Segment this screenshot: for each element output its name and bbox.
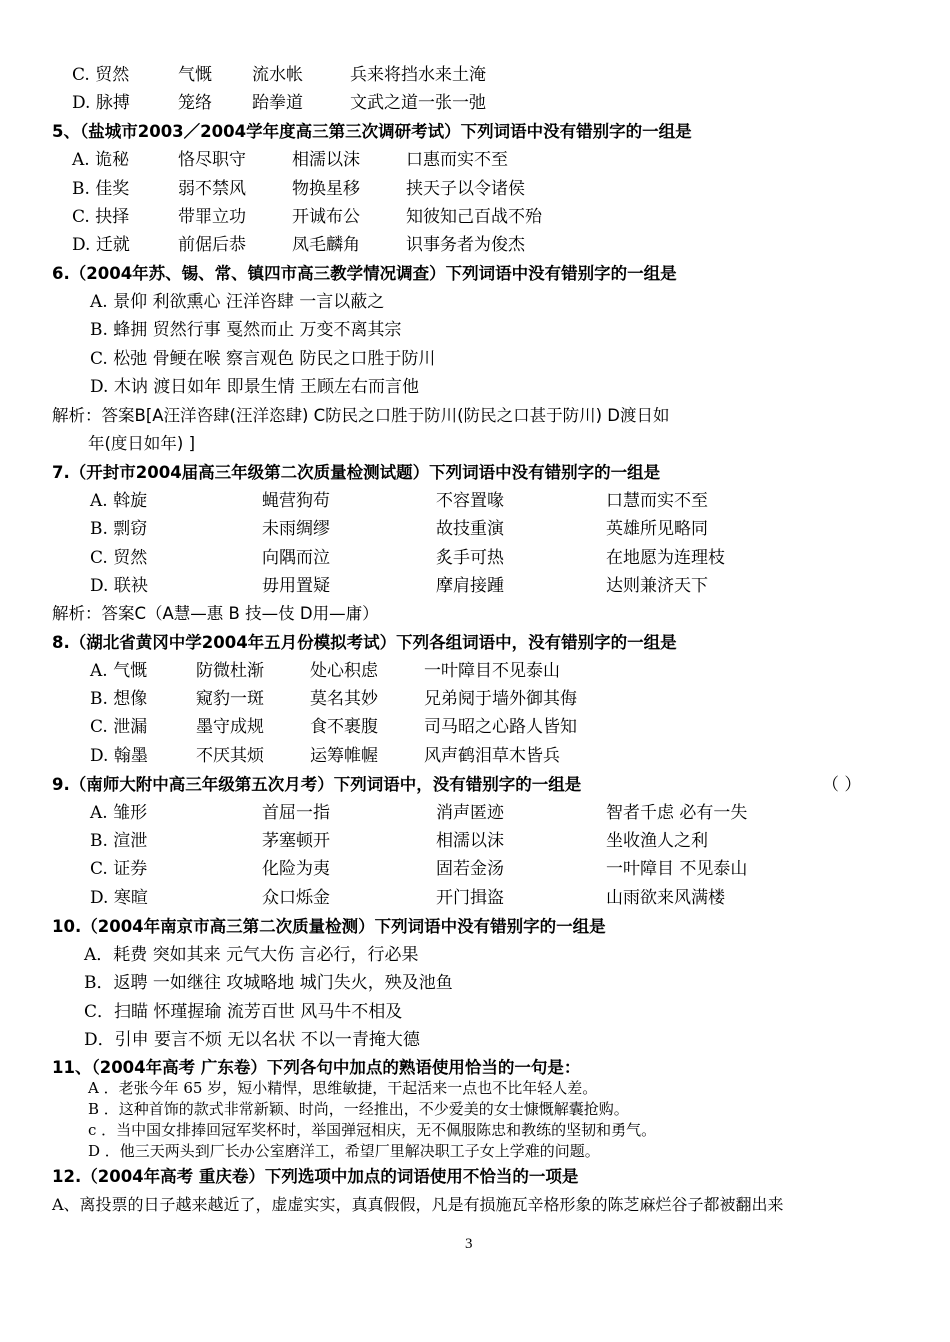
q10-option-a: A．耗费 突如其来 元气大伤 言必行，行必果 [84,945,419,965]
q11-option-a: A ．老张今年 65 岁，短小精悍，思维敏捷，干起活来一点也不比年轻人差。 [88,1079,598,1097]
q7-analysis: 解析：答案C（A慧—惠 B 技—伎 D用—庸） [52,604,379,623]
q6-option-b: B. 蜂拥 贸然行事 戛然而止 万变不离其宗 [90,320,402,340]
page-number: 3 [465,1236,473,1252]
q6-option-a: A. 景仰 利欲熏心 汪洋咨肆 一言以蔽之 [90,292,385,312]
q5-title: 5、（盐城市2003／2004学年度高三第三次调研考试）下列词语中没有错别字的一组是 [52,122,692,141]
q6-analysis-line1: 解析：答案B[A汪洋咨肆(汪洋恣肆) C防民之口胜于防川(防民之口甚于防川) D渡日如 [52,406,670,425]
q6-option-d: D. 木讷 渡日如年 即景生情 王顾左右而言他 [90,377,420,397]
q6-option-c: C. 松弛 骨鲠在喉 察言观色 防民之口胜于防川 [90,349,436,369]
q7-title: 7.（开封市2004届高三年级第二次质量检测试题）下列词语中没有错别字的一组是 [52,463,661,482]
q9-title: 9.（南师大附中高三年级第五次月考）下列词语中，没有错别字的一组是 [52,775,582,794]
q6-title: 6.（2004年苏、锡、常、镇四市高三教学情况调查）下列词语中没有错别字的一组是 [52,264,677,283]
q11-title: 11、（2004年高考 广东卷）下列各句中加点的熟语使用恰当的一句是： [52,1058,581,1077]
q10-title: 10.（2004年南京市高三第二次质量检测）下列词语中没有错别字的一组是 [52,917,606,936]
q12-option-a: A、离投票的日子越来越近了，虚虚实实，真真假假，凡是有损施瓦辛格形象的陈芝麻烂谷子都被翻出来 [52,1195,784,1214]
q11-option-b: B ．这种首饰的款式非常新颖、时尚，一经推出，不少爱美的女士慷慨解囊抢购。 [88,1100,629,1118]
q10-option-d: D．引申 要言不烦 无以名状 不以一青掩大德 [84,1030,420,1050]
q12-title: 12.（2004年高考 重庆卷）下列选项中加点的词语使用不恰当的一项是 [52,1167,579,1186]
q9-answer-bracket: （ ） [822,775,862,795]
q6-analysis-line2: 年(度日如年) ] [88,434,196,453]
q11-option-d: D ．他三天两头到厂长办公室磨洋工，希望厂里解决职工子女上学难的问题。 [88,1142,600,1160]
document-page: C. 贸然 气慨 流水帐 兵来将挡水来土淹 D. 脉搏 笼络 跆拳道 文武之道一张一弛 5、（盐城市2003／2004学年度高三第三次调研考试）下列词语中没有错别字的一组是 A. 诡秘 恪尽职守 相濡以沫 口惠而实不至 B. 佳奖 弱不禁风 物换星移 挟天子以令诸侯 C. 抉择 带罪立功 开诚布公 知彼知己百战不殆 D. 迁就 前倨后恭 凤毛麟角 识事务者为俊杰 6.（2004年苏、锡、常、镇四市高三教学情况调查）下列词语中没有错别字的一组是 A. 景仰 利欲熏心 汪洋咨肆 一言以蔽之 B. 蜂拥 贸然行事 戛然而止 万变不离其宗 C. 松弛 骨鲠在喉 察言观色 防民之口胜于防川 D. 木讷 渡日如年 即景生情 王顾左右而言他 解析：答案B[A汪洋咨肆(汪洋恣肆) C防民之口胜于防川(防民之口甚于防川) D渡日如 年(度日如年) ] 7.（开封市2004届高三年级第二次质量检测试题）下列词语中没有错别字的一组是 A. 斡旋 蝇营狗苟 不容置喙 口慧而实不至 B. 剽窃 未雨绸缪 故技重演 英雄所见略同 C. 贸然 向隅而泣 炙手可热 在地愿为连理枝 D. 联袂 毋用置疑 摩肩接踵 达则兼济天下 解析：答案C（A慧—惠 B 技—伎 D用—庸） 8.（湖北省黄冈中学2004年五月份模拟考试）下列各组词语中，没有错别字的一组是 A. 气慨 防微杜渐 处心积虑 一叶障目不见泰山 B. 想像 窥豹一斑 莫名其妙 兄弟阋于墙外御其侮 C. 泄漏 墨守成规 食不裹腹 司马昭之心路人皆知 D. 翰墨 不厌其烦 运筹帷幄 风声鹤泪草木皆兵 9.（南师大附中高三年级第五次月考）下列词语中，没有错别字的一组是 （ ） A. 雏形 首屈一指 消声匿迹 智者千虑 必有一失 B. 渲泄 茅塞顿开 相濡以沫 坐收渔人之利 C. 证券 化险为夷 固若金汤 一叶障目 不见泰山 D. 寒暄 众口烁金 开门揖盗 山雨欲来风满楼 10.（2004年南京市高三第二次质量检测）下列词语中没有错别字的一组是 A．耗费 突如其来 元气大伤 言必行，行必果 B．返聘 一如继往 攻城略地 城门失火，殃及池鱼 C．扫瞄 怀瑾握瑜 流芳百世 风马牛不相及 D．引申 要言不烦 无以名状 不以一青掩大德 11、（2004年高考 广东卷）下列各句中加点的熟语使用恰当的一句是： A ．老张今年 65 岁，短小精悍，思维敏捷，干起活来一点也不比年轻人差。 B ．这种首饰的款式非常新颖、时尚，一经推出，不少爱美的女士慷慨解囊抢购。 c ．当中国女排捧回冠军奖杯时，举国弹冠相庆，无不佩服陈忠和教练的坚韧和勇气。 D ．他三天两头到厂长办公室磨洋工，希望厂里解决职工子女上学难的问题。 12.（2004年高考 重庆卷）下列选项中加点的词语使用不恰当的一项是 A、离投票的日子越来越近了，虚虚实实，真真假假，凡是有损施瓦辛格形象的陈芝麻烂谷子都被翻出来 3 [52,65,862,1252]
q8-title: 8.（湖北省黄冈中学2004年五月份模拟考试）下列各组词语中，没有错别字的一组是 [52,633,677,652]
q10-option-c: C．扫瞄 怀瑾握瑜 流芳百世 风马牛不相及 [84,1002,403,1022]
q11-option-c: c ．当中国女排捧回冠军奖杯时，举国弹冠相庆，无不佩服陈忠和教练的坚韧和勇气。 [88,1121,657,1139]
q10-option-b: B．返聘 一如继往 攻城略地 城门失火，殃及池鱼 [84,973,453,993]
